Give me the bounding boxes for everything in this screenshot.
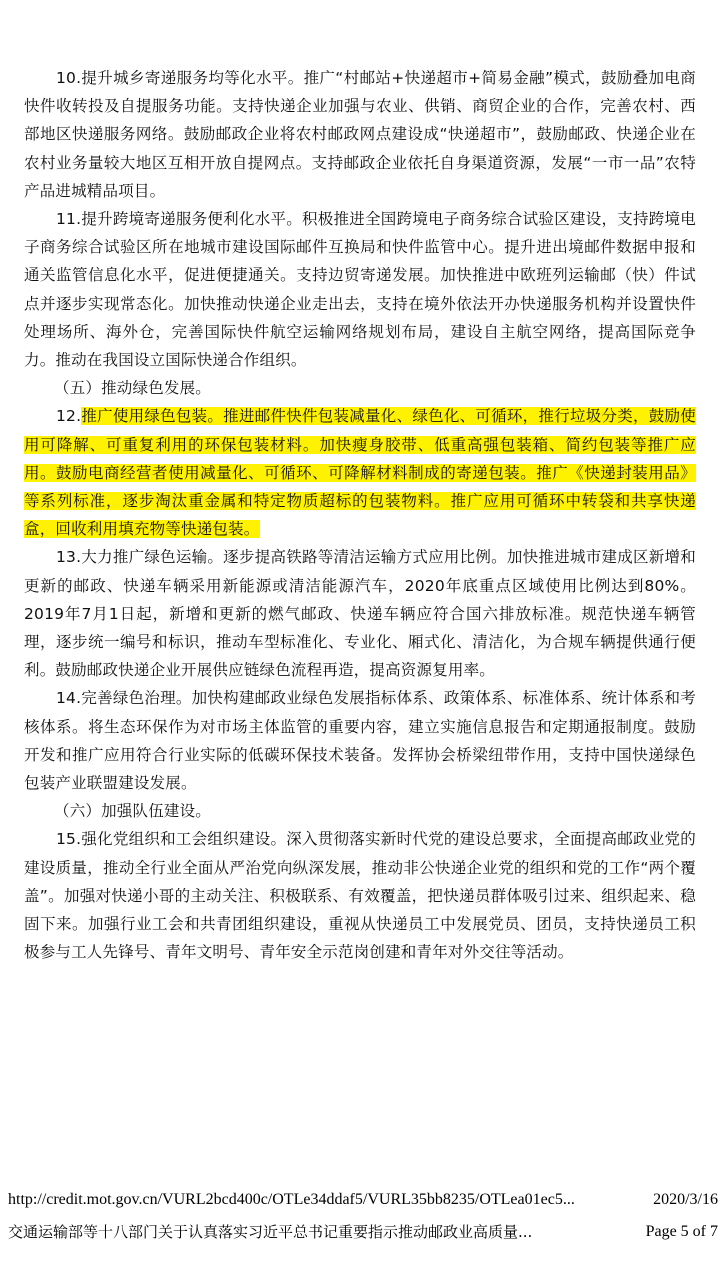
highlighted-text: 推广使用绿色包装。推进邮件快件包装减量化、绿色化、可循环，推行垃圾分类，鼓励使用可降解、可重复利用的环保包装材料。加快瘦身胶带、低重高强包装箱、简约包装等推广应用。鼓励电商经营者使用减量化、可循环、可降解材料制成的寄递包装。推广《快递封装用品》等系列标准，逐步淘汰重金属和特定物质超标的包装物料。推广应用可循环中转袋和共享快递盒，回收利用填充物等快递包装。 (24, 407, 696, 539)
footer-title: 交通运输部等十八部门关于认真落实习近平总书记重要指示推动邮政业高质量... (8, 1223, 533, 1241)
paragraph-11: 11.提升跨境寄递服务便利化水平。积极推进全国跨境电子商务综合试验区建设，支持跨境电子商务综合试验区所在地城市建设国际邮件互换局和快件监管中心。提升进出境邮件数据申报和通关监管信息化水平，促进便捷通关。支持边贸寄递发展。加快推进中欧班列运输邮（快）件试点并逐步实现常态化。加快推动快递企业走出去，支持在境外依法开办快递服务机构并设置快件处理场所、海外仓，完善国际快件航空运输网络规划布局，建设自主航空网络，提高国际竞争力。推动在我国设立国际快递合作组织。 (24, 210, 696, 370)
paragraph-10: 10.提升城乡寄递服务均等化水平。推广“村邮站+快递超市+简易金融”模式，鼓励叠加电商快件收转投及自提服务功能。支持快递企业加强与农业、供销、商贸企业的合作，完善农村、西部地区快递服务网络。鼓励邮政企业将农村邮政网点建设成“快递超市”，鼓励邮政、快递企业在农村业务量较大地区互相开放自提网点。支持邮政企业依托自身渠道资源，发展“一市一品”农特产品进城精品项目。 (24, 69, 696, 200)
section-heading-team-building: （六）加强队伍建设。 (54, 802, 212, 821)
footer-date: 2020/3/16 (653, 1191, 718, 1208)
footer-page-number: Page 5 of 7 (645, 1223, 718, 1240)
footer-url: http://credit.mot.gov.cn/VURL2bcd400c/OTLe34ddaf5/VURL35bb8235/OTLea01ec5... (8, 1191, 575, 1208)
document-body (24, 64, 696, 967)
paragraph-14: 14.完善绿色治理。加快构建邮政业绿色发展指标体系、政策体系、标准体系、统计体系和考核体系。将生态环保作为对市场主体监管的重要内容，建立实施信息报告和定期通报制度。鼓励开发和推广应用符合行业实际的低碳环保技术装备。发挥协会桥梁纽带作用，支持中国快递绿色包装产业联盟建设发展。 (24, 689, 696, 793)
paragraph-12 (24, 402, 696, 543)
paragraph-12-number: 12. (56, 407, 82, 426)
previous-page-cut-text (24, 0, 696, 3)
section-heading-green-development: （五）推动绿色发展。 (54, 379, 212, 398)
paragraph-15: 15.强化党组织和工会组织建设。深入贯彻落实新时代党的建设总要求，全面提高邮政业党的建设质量，推动全行业全面从严治党向纵深发展，推动非公快递企业党的组织和党的工作“两个覆盖”。加强对快递小哥的主动关注、积极联系、有效覆盖，把快递员群体吸引过来、组织起来、稳固下来。加强行业工会和共青团组织建设，重视从快递员工中发展党员、团员，支持快递员工积极参与工人先锋号、青年文明号、青年安全示范岗创建和青年对外交往等活动。 (24, 830, 696, 962)
paragraph-13: 13.大力推广绿色运输。逐步提高铁路等清洁运输方式应用比例。加快推进城市建成区新增和更新的邮政、快递车辆采用新能源或清洁能源汽车，2020年底重点区域使用比例达到80%。2019年7月1日起，新增和更新的燃气邮政、快递车辆应符合国六排放标准。规范快递车辆管理，逐步统一编号和标识，推动车型标准化、专业化、厢式化、清洁化，为合规车辆提供通行便利。鼓励邮政快递企业开展供应链绿色流程再造，提高资源复用率。 (24, 548, 696, 680)
